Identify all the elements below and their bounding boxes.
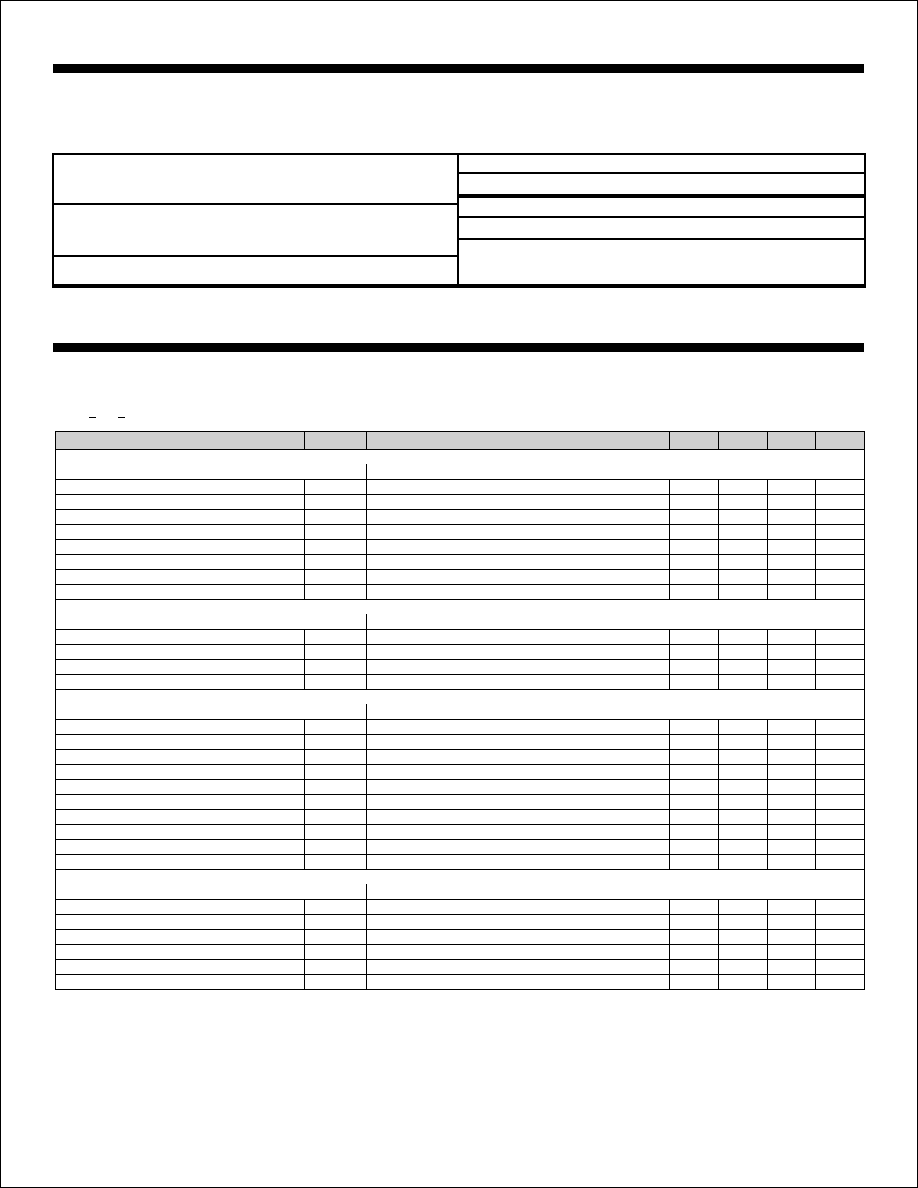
table-row xyxy=(56,675,865,690)
table-cell xyxy=(305,795,367,810)
table-cell xyxy=(816,735,865,750)
table-cell xyxy=(670,720,719,735)
table-cell xyxy=(816,825,865,840)
table-cell xyxy=(816,660,865,675)
table-cell xyxy=(367,780,670,795)
table-cell xyxy=(56,840,305,855)
table-cell xyxy=(719,495,768,510)
table-cell xyxy=(305,765,367,780)
table-cell xyxy=(768,975,816,990)
table-cell xyxy=(816,525,865,540)
table-cell xyxy=(670,945,719,960)
table-cell xyxy=(56,825,305,840)
table-cell xyxy=(816,855,865,870)
table-cell xyxy=(719,540,768,555)
table-cell xyxy=(768,495,816,510)
table-row xyxy=(56,540,865,555)
table-cell xyxy=(367,555,670,570)
table-cell xyxy=(56,780,305,795)
table-cell xyxy=(768,720,816,735)
table-row xyxy=(56,660,865,675)
table-cell xyxy=(367,825,670,840)
table-header-row xyxy=(56,432,865,450)
table-cell xyxy=(816,795,865,810)
table-cell xyxy=(719,795,768,810)
group-subtitle-row xyxy=(56,614,865,630)
table-cell xyxy=(56,480,305,495)
table-cell xyxy=(305,840,367,855)
table-row xyxy=(56,900,865,915)
table-cell xyxy=(719,930,768,945)
table-cell xyxy=(56,495,305,510)
header-field-right-2 xyxy=(457,172,866,196)
table-cell xyxy=(305,975,367,990)
table-cell xyxy=(670,960,719,975)
table-cell xyxy=(305,930,367,945)
table-cell xyxy=(768,585,816,600)
table-cell xyxy=(816,570,865,585)
table-cell xyxy=(816,645,865,660)
table-cell xyxy=(56,525,305,540)
spec-table xyxy=(55,431,865,990)
table-cell xyxy=(56,915,305,930)
table-cell xyxy=(367,675,670,690)
table-cell xyxy=(670,840,719,855)
header-field-left-3 xyxy=(52,255,459,286)
table-cell xyxy=(719,780,768,795)
table-cell xyxy=(56,900,305,915)
table-cell xyxy=(670,735,719,750)
group-title-row xyxy=(56,870,865,885)
table-cell xyxy=(670,900,719,915)
group-title xyxy=(56,450,865,465)
group-title-row xyxy=(56,600,865,615)
table-cell xyxy=(670,495,719,510)
header-field-left-1 xyxy=(52,153,459,205)
table-cell xyxy=(305,585,367,600)
table-cell xyxy=(719,975,768,990)
group-subtitle xyxy=(56,884,367,900)
group-subtitle-fill xyxy=(367,614,865,630)
header-field-right-5 xyxy=(457,238,866,286)
table-row xyxy=(56,765,865,780)
table-cell xyxy=(768,675,816,690)
table-row xyxy=(56,735,865,750)
table-cell xyxy=(670,555,719,570)
group-title xyxy=(56,870,865,885)
col-header-max xyxy=(768,432,816,450)
table-cell xyxy=(768,915,816,930)
table-cell xyxy=(670,795,719,810)
table-cell xyxy=(768,480,816,495)
table-cell xyxy=(768,945,816,960)
table-cell xyxy=(768,555,816,570)
table-cell xyxy=(305,630,367,645)
col-header-parameter xyxy=(56,432,305,450)
table-cell xyxy=(367,735,670,750)
table-cell xyxy=(670,510,719,525)
table-cell xyxy=(719,840,768,855)
table-cell xyxy=(367,975,670,990)
table-cell xyxy=(719,810,768,825)
mid-section-rule xyxy=(53,343,864,352)
table-cell xyxy=(367,765,670,780)
table-cell xyxy=(367,750,670,765)
table-cell xyxy=(56,975,305,990)
table-cell xyxy=(305,825,367,840)
table-row xyxy=(56,510,865,525)
table-cell xyxy=(719,660,768,675)
table-cell xyxy=(670,765,719,780)
table-cell xyxy=(670,825,719,840)
table-cell xyxy=(768,645,816,660)
table-cell xyxy=(816,675,865,690)
table-cell xyxy=(670,570,719,585)
table-cell xyxy=(768,750,816,765)
table-cell xyxy=(719,735,768,750)
table-cell xyxy=(719,585,768,600)
table-row xyxy=(56,495,865,510)
table-cell xyxy=(816,480,865,495)
header-field-right-1 xyxy=(457,153,866,174)
table-cell xyxy=(768,765,816,780)
table-cell xyxy=(670,540,719,555)
table-row xyxy=(56,525,865,540)
table-cell xyxy=(816,915,865,930)
table-cell xyxy=(719,720,768,735)
table-cell xyxy=(816,930,865,945)
table-cell xyxy=(305,495,367,510)
table-cell xyxy=(305,900,367,915)
group-subtitle-fill xyxy=(367,464,865,480)
table-cell xyxy=(367,510,670,525)
table-cell xyxy=(305,735,367,750)
table-row xyxy=(56,825,865,840)
table-cell xyxy=(768,660,816,675)
table-cell xyxy=(305,675,367,690)
table-cell xyxy=(719,675,768,690)
col-header-conditions xyxy=(367,432,670,450)
table-row xyxy=(56,750,865,765)
table-cell xyxy=(768,840,816,855)
table-cell xyxy=(305,720,367,735)
table-cell xyxy=(56,570,305,585)
table-cell xyxy=(719,555,768,570)
table-cell xyxy=(305,780,367,795)
table-cell xyxy=(367,855,670,870)
table-cell xyxy=(768,735,816,750)
table-cell xyxy=(367,585,670,600)
table-cell xyxy=(768,930,816,945)
table-cell xyxy=(367,645,670,660)
table-cell xyxy=(670,855,719,870)
table-cell xyxy=(56,855,305,870)
table-cell xyxy=(305,915,367,930)
header-field-right-3 xyxy=(457,196,866,218)
table-row xyxy=(56,975,865,990)
table-cell xyxy=(305,660,367,675)
col-header-min xyxy=(670,432,719,450)
table-cell xyxy=(367,930,670,945)
table-cell xyxy=(719,855,768,870)
table-cell xyxy=(56,750,305,765)
group-subtitle-row xyxy=(56,884,865,900)
table-cell xyxy=(670,750,719,765)
table-row xyxy=(56,960,865,975)
table-cell xyxy=(56,930,305,945)
table-cell xyxy=(305,750,367,765)
table-row xyxy=(56,855,865,870)
table-cell xyxy=(816,960,865,975)
table-row xyxy=(56,570,865,585)
table-cell xyxy=(670,810,719,825)
group-title-row xyxy=(56,690,865,705)
table-cell xyxy=(816,495,865,510)
table-cell xyxy=(367,840,670,855)
table-cell xyxy=(56,810,305,825)
table-cell xyxy=(719,915,768,930)
table-cell xyxy=(367,915,670,930)
table-row xyxy=(56,795,865,810)
table-cell xyxy=(768,525,816,540)
table-cell xyxy=(56,735,305,750)
group-subtitle xyxy=(56,614,367,630)
table-cell xyxy=(367,570,670,585)
table-cell xyxy=(719,825,768,840)
table-cell xyxy=(719,960,768,975)
table-cell xyxy=(670,660,719,675)
group-subtitle-row xyxy=(56,464,865,480)
table-row xyxy=(56,555,865,570)
table-cell xyxy=(719,645,768,660)
table-cell xyxy=(305,555,367,570)
table-cell xyxy=(816,630,865,645)
table-cell xyxy=(816,765,865,780)
table-cell xyxy=(305,570,367,585)
table-cell xyxy=(305,645,367,660)
table-row xyxy=(56,645,865,660)
table-cell xyxy=(56,765,305,780)
table-cell xyxy=(768,825,816,840)
table-cell xyxy=(305,960,367,975)
group-title xyxy=(56,600,865,615)
table-cell xyxy=(719,945,768,960)
col-header-unit xyxy=(816,432,865,450)
table-cell xyxy=(367,540,670,555)
group-subtitle-row xyxy=(56,704,865,720)
table-cell xyxy=(367,480,670,495)
table-cell xyxy=(816,510,865,525)
header-info-box xyxy=(52,153,866,288)
table-cell xyxy=(816,780,865,795)
table-cell xyxy=(305,855,367,870)
table-cell xyxy=(816,810,865,825)
table-cell xyxy=(719,765,768,780)
table-cell xyxy=(768,855,816,870)
table-cell xyxy=(367,900,670,915)
table-cell xyxy=(305,480,367,495)
table-cell xyxy=(56,675,305,690)
table-cell xyxy=(816,720,865,735)
table-cell xyxy=(670,585,719,600)
table-cell xyxy=(719,570,768,585)
table-cell xyxy=(768,540,816,555)
table-cell xyxy=(56,945,305,960)
table-row xyxy=(56,480,865,495)
table-row xyxy=(56,930,865,945)
table-cell xyxy=(719,900,768,915)
table-cell xyxy=(305,510,367,525)
table-cell xyxy=(56,720,305,735)
table-cell xyxy=(719,750,768,765)
table-cell xyxy=(367,525,670,540)
table-cell xyxy=(768,795,816,810)
table-cell xyxy=(768,810,816,825)
table-cell xyxy=(670,975,719,990)
table-row xyxy=(56,810,865,825)
spec-table-body xyxy=(56,450,865,990)
table-row xyxy=(56,840,865,855)
table-cell xyxy=(367,720,670,735)
table-cell xyxy=(56,630,305,645)
table-cell xyxy=(816,540,865,555)
group-subtitle-fill xyxy=(367,704,865,720)
table-cell xyxy=(768,510,816,525)
table-cell xyxy=(56,960,305,975)
col-header-typ xyxy=(719,432,768,450)
table-cell xyxy=(367,630,670,645)
table-cell xyxy=(670,675,719,690)
table-cell xyxy=(670,645,719,660)
table-cell xyxy=(56,660,305,675)
top-section-rule xyxy=(53,64,864,73)
table-cell xyxy=(56,585,305,600)
table-cell xyxy=(367,945,670,960)
group-subtitle-fill xyxy=(367,884,865,900)
header-field-right-4 xyxy=(457,216,866,240)
table-cell xyxy=(670,780,719,795)
table-cell xyxy=(816,975,865,990)
table-cell xyxy=(768,570,816,585)
table-cell xyxy=(816,840,865,855)
table-cell xyxy=(305,810,367,825)
col-header-symbol xyxy=(305,432,367,450)
table-cell xyxy=(816,750,865,765)
table-cell xyxy=(305,540,367,555)
table-cell xyxy=(670,915,719,930)
table-cell xyxy=(56,795,305,810)
table-cell xyxy=(816,585,865,600)
table-row xyxy=(56,945,865,960)
group-subtitle xyxy=(56,704,367,720)
table-cell xyxy=(768,960,816,975)
table-row xyxy=(56,720,865,735)
table-row xyxy=(56,630,865,645)
note-underline-mark xyxy=(118,417,125,418)
table-cell xyxy=(719,525,768,540)
table-cell xyxy=(816,555,865,570)
table-cell xyxy=(816,945,865,960)
table-cell xyxy=(670,480,719,495)
table-cell xyxy=(768,780,816,795)
table-cell xyxy=(367,795,670,810)
table-row xyxy=(56,915,865,930)
table-cell xyxy=(768,900,816,915)
table-cell xyxy=(670,630,719,645)
table-cell xyxy=(56,540,305,555)
table-cell xyxy=(56,555,305,570)
table-cell xyxy=(768,630,816,645)
note-underline-mark xyxy=(89,417,96,418)
table-cell xyxy=(719,480,768,495)
table-row xyxy=(56,780,865,795)
table-cell xyxy=(367,660,670,675)
table-cell xyxy=(56,645,305,660)
table-cell xyxy=(719,510,768,525)
table-cell xyxy=(670,930,719,945)
table-cell xyxy=(367,495,670,510)
table-cell xyxy=(719,630,768,645)
table-cell xyxy=(367,810,670,825)
table-cell xyxy=(816,900,865,915)
table-row xyxy=(56,585,865,600)
group-title xyxy=(56,690,865,705)
table-cell xyxy=(367,960,670,975)
group-subtitle xyxy=(56,464,367,480)
table-cell xyxy=(56,510,305,525)
table-cell xyxy=(305,525,367,540)
group-title-row xyxy=(56,450,865,465)
table-cell xyxy=(670,525,719,540)
table-cell xyxy=(305,945,367,960)
header-field-left-2 xyxy=(52,203,459,257)
